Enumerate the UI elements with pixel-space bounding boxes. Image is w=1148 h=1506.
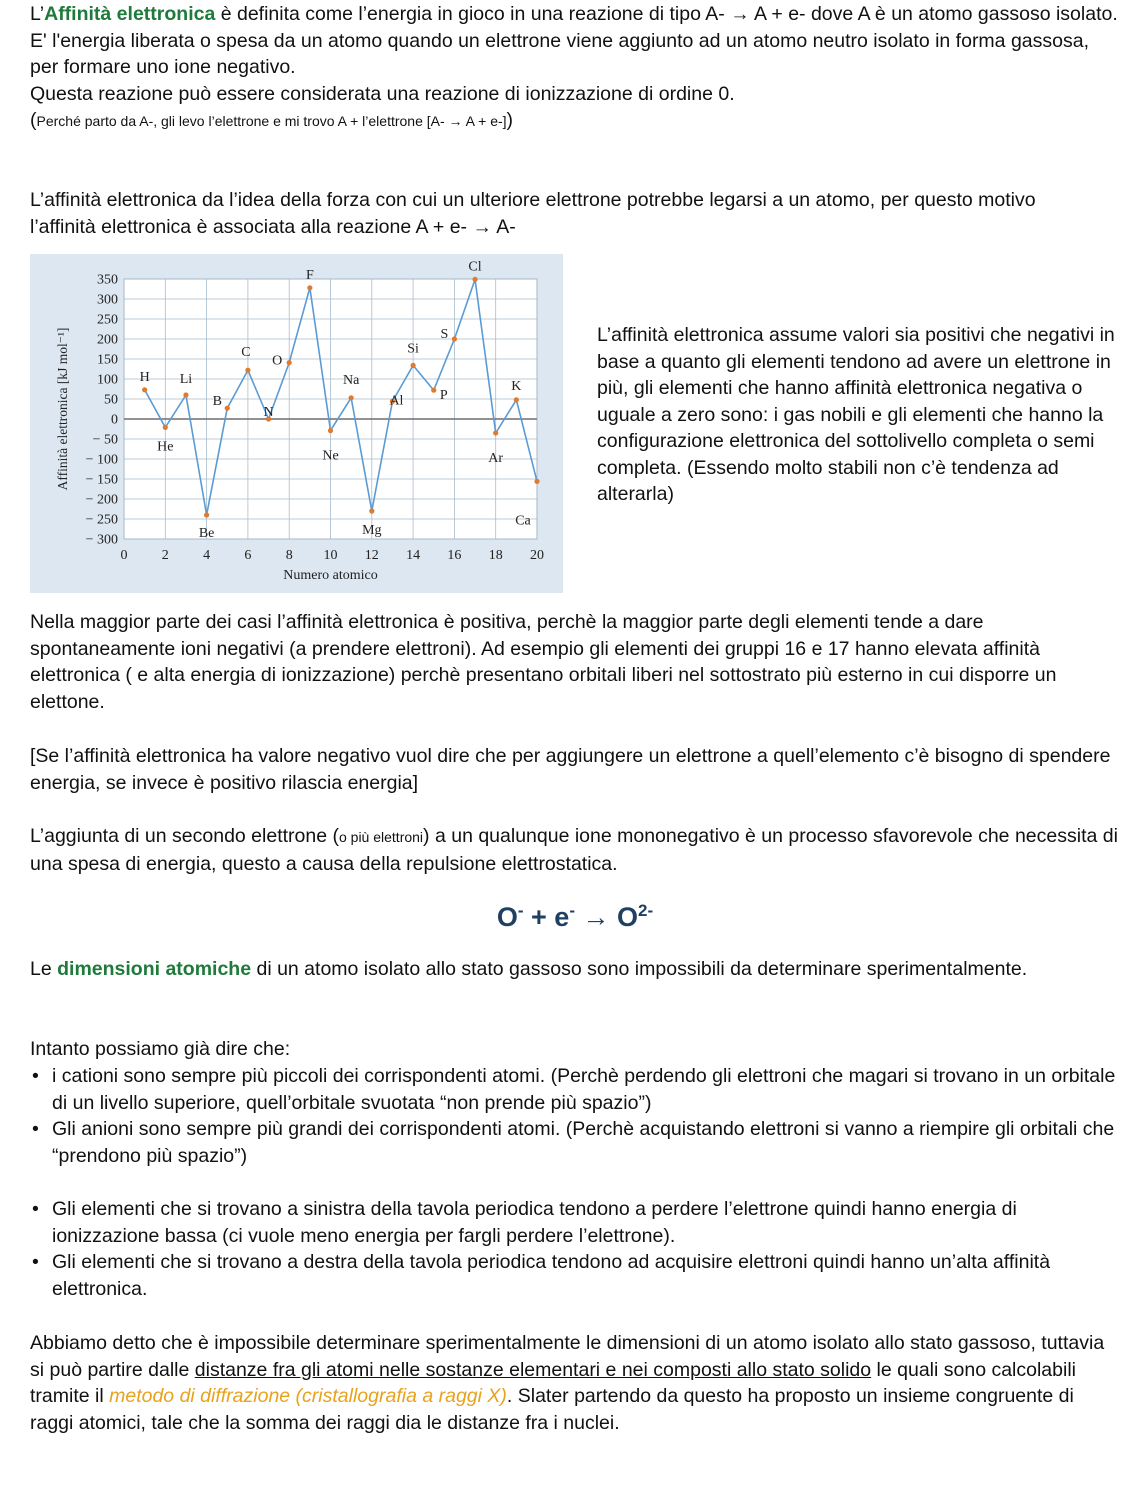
y-tick-label: 250 <box>97 312 118 328</box>
y-tick-label: 200 <box>97 332 118 348</box>
paragraph-intanto: Intanto possiamo già dire che: <box>30 1038 291 1060</box>
data-point-f <box>307 285 312 290</box>
data-point-he <box>163 425 168 430</box>
y-tick-label: 50 <box>104 392 118 408</box>
method-highlight: metodo di diffrazione (cristallografia a raggi X) <box>109 1385 507 1407</box>
data-point-be <box>204 512 209 517</box>
data-point-s <box>452 336 457 341</box>
point-label-c: C <box>241 345 251 361</box>
bullet-list-ioni <box>30 1063 1120 1169</box>
point-label-li: Li <box>179 372 193 387</box>
y-axis-label: Affinità elettronica [kJ mol⁻¹] <box>55 327 70 491</box>
point-label-p: P <box>439 388 448 404</box>
list-item: • Gli anioni sono sempre più grandi dei corrispondenti atomi. (Perchè acquistando elettroni si vanno a riempire gli orbitali che “prendono più spazio”) <box>30 1116 1120 1169</box>
data-point-ar <box>493 430 498 435</box>
electron-affinity-chart <box>30 254 563 593</box>
point-label-na: Na <box>342 372 360 388</box>
intro-line-2: E' l'energia liberata o spesa da un atomo quando un elettrone viene aggiunto ad un atomo neutro isolato in forma gassosa, per formare uno ione negativo. <box>30 29 1089 78</box>
x-tick-label: 4 <box>203 548 211 563</box>
point-label-s: S <box>440 327 449 342</box>
list-item: • Gli elementi che si trovano a destra della tavola periodica tendono ad acquisire elettroni quindi hanno un’alta affinità elettronica. <box>30 1249 1120 1302</box>
data-point-li <box>183 392 188 397</box>
data-point-h <box>142 387 147 392</box>
x-tick-label: 6 <box>244 548 252 563</box>
point-label-f: F <box>305 267 314 283</box>
equation-o2: $O^- + e^- \to O^{2-}$ <box>496 901 654 932</box>
point-label-si: Si <box>407 341 419 357</box>
data-point-k <box>514 397 519 402</box>
paragraph-slater: Abbiamo detto che è impossibile determinare sperimentalmente le dimensioni di un atomo isolato allo stato gassoso, tuttavia si può partire dalle distanze fra gli atomi nelle sostanze elementari e nei composti allo stato solido le quali sono calcolabili tramite il metodo di diffrazione (cristallografia a raggi X). Slater partendo da questo ha proposto un insieme congruente di raggi atomici, tale che la somma dei raggi dia le distanze fra i nuclei. <box>30 1332 1105 1434</box>
data-point-c <box>245 368 250 373</box>
term-affinita-elettronica: Affinità elettronica <box>44 3 216 25</box>
data-point-o <box>287 360 292 365</box>
data-point-mg <box>369 508 374 513</box>
bullet-list-tavola <box>30 1196 1120 1302</box>
point-label-ne: Ne <box>322 448 339 464</box>
y-tick-label: 0 <box>111 412 118 428</box>
x-tick-label: 10 <box>323 548 338 563</box>
side-text-valori: L’affinità elettronica assume valori sia positivi che negativi in base a quanto gli elementi tendono ad avere un elettrone in più, gli elementi che hanno affinità elettronica negativa o uguale a zero sono: i gas nobili e gli elementi che hanno la configurazione elettronica del sottolivello completa o semi completa. (Essendo molto stabili non c’è tendenza ad alterarla) <box>597 324 1115 505</box>
point-label-mg: Mg <box>362 523 382 538</box>
paragraph-secondo-elettrone: L’aggiunta di un secondo elettrone (o più elettroni) a un qualunque ione mononegativo è un processo sfavorevole che necessita di una spesa di energia, questo a causa della repulsione elettrostatica. <box>30 825 1118 875</box>
intro-line-3: Questa reazione può essere considerata una reazione di ionizzazione di ordine 0. <box>30 82 735 105</box>
y-tick-label: − 50 <box>92 432 118 448</box>
x-axis-label: Numero atomico <box>283 568 378 583</box>
paragraph-dimensioni-atomiche: Le dimensioni atomiche di un atomo isolato allo stato gassoso sono impossibili da determinare sperimentalmente. <box>30 958 1028 980</box>
x-tick-label: 16 <box>447 548 462 563</box>
point-label-he: He <box>157 439 174 455</box>
point-label-h: H <box>139 369 150 385</box>
y-tick-label: − 300 <box>85 532 118 548</box>
data-point-ne <box>328 428 333 433</box>
data-point-na <box>349 395 354 400</box>
point-label-ca: Ca <box>515 513 531 529</box>
data-point-b <box>225 406 230 411</box>
paragraph-forza-legame: L’affinità elettronica da l’idea della forza con cui un ulteriore elettrone potrebbe legarsi a un atomo, per questo motivo l’affinità elettronica è associata alla reazione A + e- → A- <box>30 189 1036 238</box>
point-label-o: O <box>272 353 283 369</box>
y-tick-label: − 100 <box>85 452 118 468</box>
intro-note: (Perché parto da A-, gli levo l’elettrone e mi trovo A + l’elettrone [A- → A + e-]) <box>30 109 514 131</box>
x-tick-label: 18 <box>488 548 503 563</box>
point-label-cl: Cl <box>468 259 482 275</box>
data-point-cl <box>472 277 477 282</box>
list-item: • i cationi sono sempre più piccoli dei corrispondenti atomi. (Perchè perdendo gli elettroni che magari si trovano in un orbitale di un livello superiore, quell’orbitale svuotata “non prende più spazio”) <box>30 1063 1120 1116</box>
y-tick-label: 350 <box>97 272 118 288</box>
data-point-p <box>431 388 436 393</box>
intro-line-1: L’Affinità elettronica è definita come l’energia in gioco in una reazione di tipo A- → A + e- dove A è un atomo gassoso isolato. <box>30 3 1118 25</box>
y-tick-label: − 150 <box>85 472 118 488</box>
y-tick-label: − 250 <box>85 512 118 528</box>
point-label-al: Al <box>389 393 404 409</box>
point-label-n: N <box>263 405 274 420</box>
list-item: • Gli elementi che si trovano a sinistra della tavola periodica tendono a perdere l’elettrone quindi hanno energia di ionizzazione bassa (ci vuole meno energia per fargli perdere l’elettrone). <box>30 1196 1120 1249</box>
paragraph-maggior-parte: Nella maggior parte dei casi l’affinità elettronica è positiva, perchè la maggior parte degli elementi tende a dare spontaneamente ioni negativi (a prendere elettroni). Ad esempio gli elementi dei gruppi 16 e 17 hanno elevata affinità elettronica ( e alta energia di ionizzazione) perchè presentano orbitali liberi nel sottostrato più esterno in cui disporre un elettone. <box>30 611 1057 713</box>
x-tick-label: 0 <box>120 548 128 563</box>
data-point-ca <box>534 479 539 484</box>
point-label-b: B <box>212 394 222 410</box>
y-tick-label: 150 <box>97 352 118 368</box>
paragraph-valore-negativo: [Se l’affinità elettronica ha valore negativo vuol dire che per aggiungere un elettrone a quell’elemento c’è bisogno di spendere energia, se invece è positivo rilascia energia] <box>30 745 1111 794</box>
point-label-k: K <box>511 378 522 394</box>
y-tick-label: − 200 <box>85 492 118 508</box>
intro-block <box>30 1 1120 135</box>
y-tick-label: 300 <box>97 292 118 308</box>
term-dimensioni-atomiche: dimensioni atomiche <box>57 958 252 980</box>
x-tick-label: 12 <box>364 548 379 563</box>
chart-svg <box>30 254 563 593</box>
x-tick-label: 20 <box>530 548 544 563</box>
x-tick-label: 2 <box>161 548 169 563</box>
x-tick-label: 8 <box>285 548 293 563</box>
point-label-be: Be <box>198 526 215 541</box>
y-tick-label: 100 <box>97 372 118 388</box>
data-point-si <box>411 363 416 368</box>
point-label-ar: Ar <box>488 451 504 466</box>
x-tick-label: 14 <box>406 548 421 563</box>
